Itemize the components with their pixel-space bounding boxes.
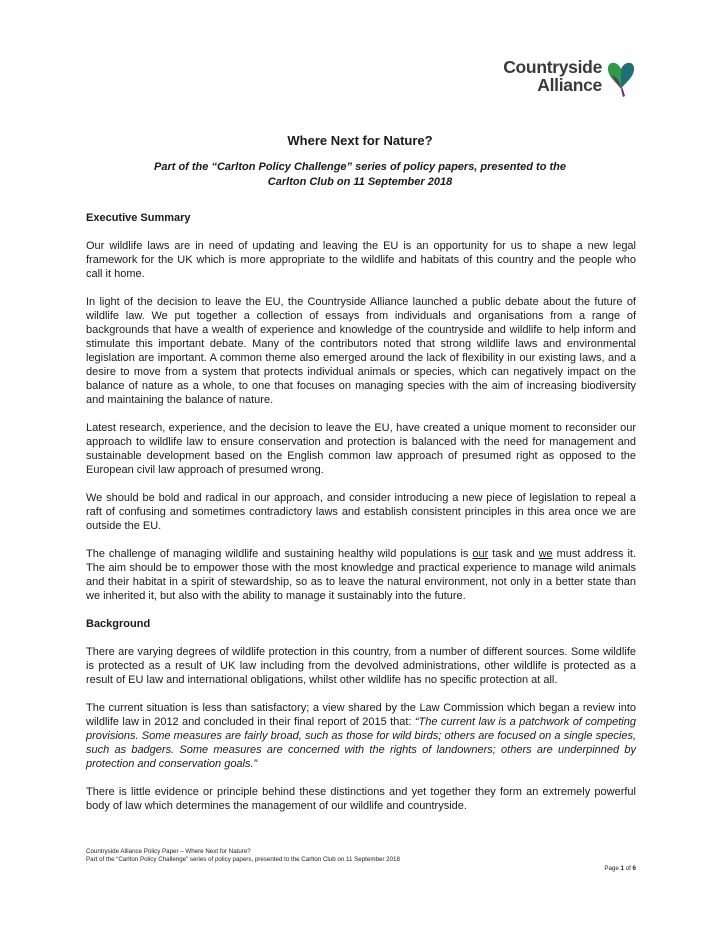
executive-summary-paragraph-5 [86,547,636,603]
subtitle [110,160,610,190]
underlined-we: we [538,548,553,560]
paragraph-text: must address it. The aim should be to empower those with the most knowledge and practical experience to manage wild animals and their habitat in a spirit of stewardship, so as to leave the natural environment, not only in a better state than we inherited it, but also with the ability to manage it sustainably into the future. [86,548,637,602]
background-paragraph-3: There is little evidence or principle behind these distinctions and yet together they form an extremely powerful body of law which determines the management of our wildlife and countryside. [86,786,636,812]
logo-line-1: Countryside [503,57,602,77]
executive-summary-paragraph-2: In light of the decision to leave the EU, the Countryside Alliance launched a public debate about the future of wildlife law. We put together a collection of essays from individuals and organisations from a range of backgrounds that have a wealth of experience and knowledge of the countryside and wildlife to help inform and stimulate this important debate. Many of the contributors noted that strong wildlife laws and environmental legislation are important. A common theme also emerged around the lack of flexibility in our existing laws, and a desire to move from a system that protects individual animals or species, which can negatively impact on the balance of nature as a whole, to one that focuses on managing species with the aim of increasing biodiversity and maintaining the balance of nature. [86,296,636,406]
logo-line-2: Alliance [537,75,602,95]
footer-line-2: Part of the “Carlton Policy Challenge” series of policy papers, presented to the Carlton Club on 11 September 2018 [86,856,400,863]
document-body [86,211,636,813]
background-heading: Background [86,618,151,630]
background-paragraph-2 [86,701,636,771]
paragraph-text: The challenge of managing wildlife and sustaining healthy wild populations is [86,548,473,560]
page-current: 1 [620,865,624,872]
law-commission-quote: “The current law is a patchwork of competing provisions. Some measures are fairly broad, such as those for wild birds; others are focused on a single species, such as badgers. Some measures are concerned with the rights of landowners; others are underpinned by protection and conservation goals.” [86,716,636,770]
footer-line-1: Countryside Alliance Policy Paper – Where Next for Nature? [86,848,251,855]
page-of: of [623,865,633,872]
paragraph-text: task and [488,548,539,560]
page-total: 6 [632,865,636,872]
paragraph-text: The current situation is less than satisfactory; a view shared by the Law Commission which began a review into wildlife law in 2012 and concluded in their final report of 2015 that: [86,702,636,728]
page-footer [86,848,400,864]
subtitle-line-2: Carlton Club on 11 September 2018 [267,176,453,188]
executive-summary-paragraph-3: Latest research, experience, and the decision to leave the EU, have created a unique moment to reconsider our approach to wildlife law to ensure conservation and protection is balanced with the need for management and sustainable development based on the English common law approach of presumed right as opposed to the European civil law approach of presumed wrong. [86,422,636,476]
page-label: Page [604,865,621,872]
executive-summary-paragraph-1: Our wildlife laws are in need of updating and leaving the EU is an opportunity for us to shape a new legal framework for the UK which is more appropriate to the wildlife and habitats of this country and the people who call it home. [86,240,636,280]
underlined-our: our [472,548,489,560]
subtitle-line-1: Part of the “Carlton Policy Challenge” series of policy papers, presented to the [154,161,566,173]
executive-summary-paragraph-4: We should be bold and radical in our approach, and consider introducing a new piece of legislation to repeal a raft of confusing and sometimes contradictory laws and establish consistent principles in this area once we are outside the EU. [86,492,636,532]
countryside-alliance-logo [494,54,639,100]
page-title: Where Next for Nature? [287,133,433,148]
heart-leaf-icon [605,56,637,98]
page-number [604,865,636,872]
logo-wordmark [494,58,602,94]
executive-summary-heading: Executive Summary [86,212,191,224]
background-paragraph-1: There are varying degrees of wildlife protection in this country, from a number of different sources. Some wildlife is protected as a result of UK law including from the devolved administrations, other wildlife is protected as a result of EU law and international obligations, whilst other wildlife has no specific protection at all. [86,646,636,686]
